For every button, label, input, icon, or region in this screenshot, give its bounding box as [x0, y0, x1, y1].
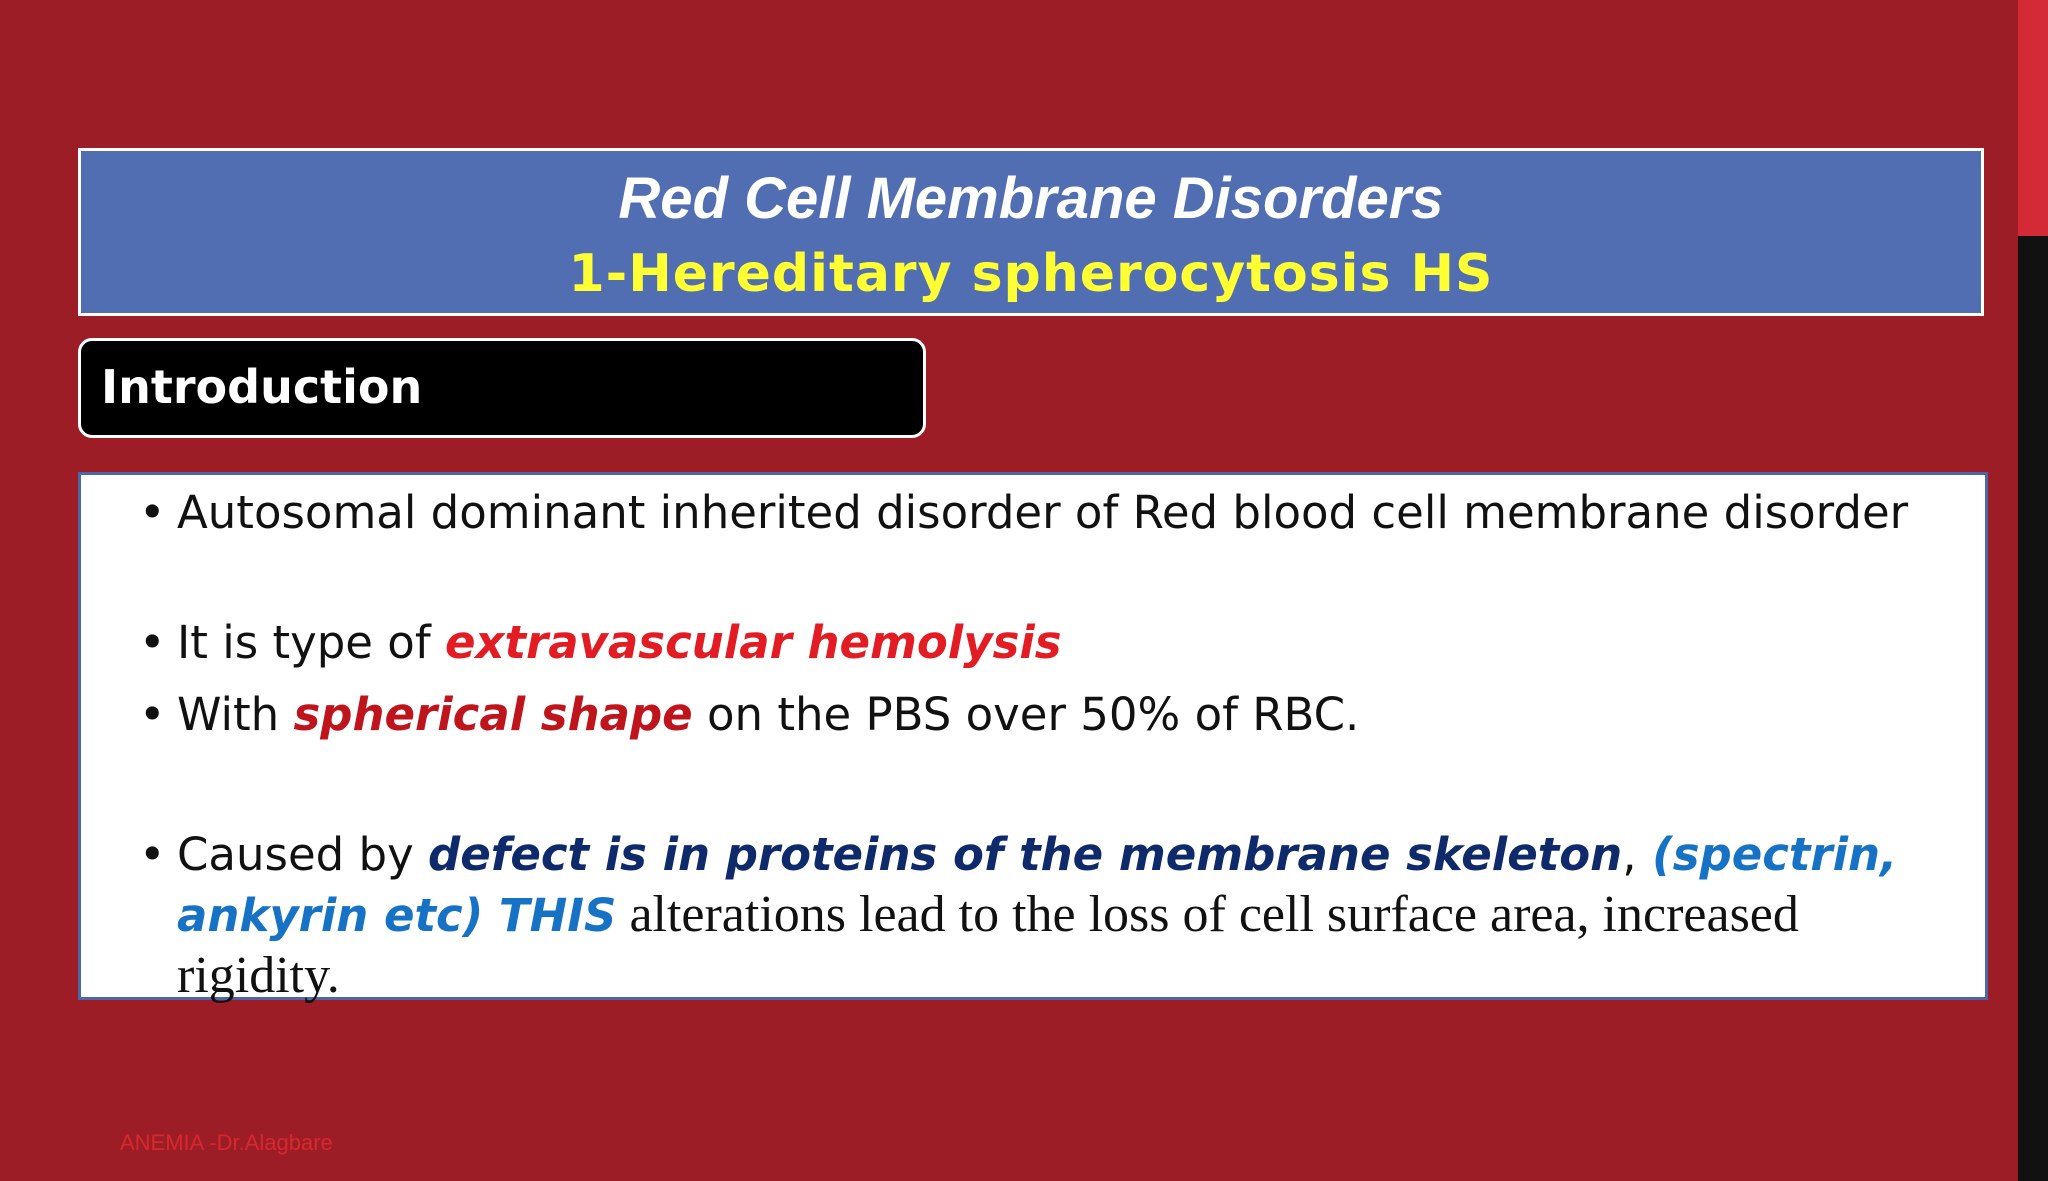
bullet-item [139, 825, 1969, 1007]
bullet-glyph: • [139, 616, 166, 669]
section-header [78, 338, 926, 438]
bullet-text [177, 825, 1969, 1007]
bullet-item [139, 685, 1969, 745]
accent-strip-bottom [2018, 236, 2048, 1181]
bullet-prefix: With [177, 688, 294, 741]
emphasis-blue-text: (spectrin, ankyrin etc) THIS [177, 828, 1898, 942]
slide-subtitle: 1-Hereditary spherocytosis HS [568, 244, 1494, 304]
emphasis-navy-text: defect is in proteins of the membrane skeleton [428, 828, 1623, 881]
emphasis-text: spherical shape [293, 688, 693, 741]
bullet-item [139, 613, 1969, 673]
bullet-glyph: • [139, 828, 166, 881]
slide-footer: ANEMIA -Dr.Alagbare [120, 1130, 333, 1155]
content-panel [78, 472, 1988, 1004]
bullet-text: Autosomal dominant inherited disorder of Red blood cell membrane disorder [177, 486, 1909, 539]
slide-title: Red Cell Membrane Disorders [618, 166, 1444, 231]
bullet-comma: , [1622, 828, 1637, 881]
bullet-item [139, 483, 1969, 543]
bullet-prefix: Caused by [177, 828, 429, 881]
bullet-suffix: on the PBS over 50% of RBC. [692, 688, 1360, 741]
bullet-suffix: alterations lead to the loss of cell surface area, increased rigidity. [177, 886, 1799, 1004]
accent-strip-top [2018, 0, 2048, 236]
bullet-text [177, 685, 1969, 745]
bullet-glyph: • [139, 688, 166, 741]
section-label: Introduction [101, 360, 423, 414]
bullet-text [177, 613, 1969, 673]
title-banner [78, 148, 1984, 316]
bullet-glyph: • [139, 486, 166, 539]
bullet-prefix: It is type of [177, 616, 445, 669]
emphasis-text: extravascular hemolysis [444, 616, 1062, 669]
